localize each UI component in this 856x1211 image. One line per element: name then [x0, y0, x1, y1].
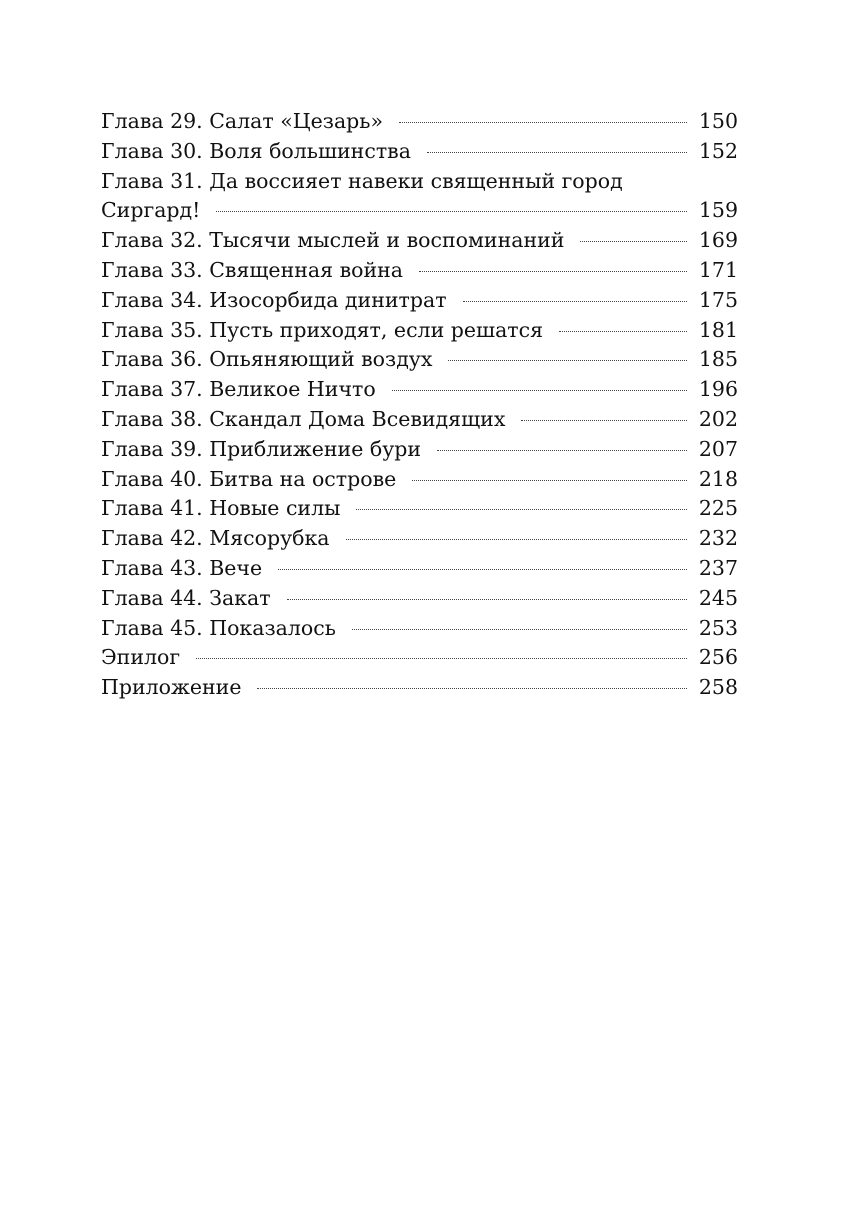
- toc-entry: [101, 107, 738, 137]
- toc-dot-leader: [463, 301, 687, 302]
- toc-dot-leader: [352, 629, 687, 630]
- toc-entry: [101, 286, 738, 316]
- toc-dot-leader: [257, 688, 686, 689]
- toc-dot-leader: [580, 241, 686, 242]
- toc-entry: [101, 465, 738, 495]
- toc-entry-title: Глава 32. Тысячи мыслей и воспоминаний: [101, 228, 565, 253]
- toc-entry-continuation: [101, 196, 738, 226]
- toc-entry-title: Глава 29. Салат «Цезарь»: [101, 109, 384, 133]
- toc-dot-leader: [419, 271, 687, 272]
- toc-entry: [101, 584, 738, 614]
- toc-entry-title: Глава 38. Скандал Дома Всевидящих: [101, 406, 506, 431]
- toc-entry: [101, 137, 738, 167]
- toc-dot-leader: [287, 599, 687, 600]
- toc-dot-leader: [448, 360, 686, 361]
- toc-entry-multiline: [101, 167, 738, 227]
- toc-entry: [101, 375, 738, 405]
- toc-entry-title: Глава 44. Закат: [101, 585, 271, 610]
- toc-entry-page: 256: [698, 645, 738, 670]
- toc-entry: [101, 554, 738, 584]
- toc-dot-leader: [427, 152, 687, 153]
- toc-entry-title: Приложение: [101, 675, 242, 700]
- toc-dot-leader: [521, 420, 686, 421]
- toc-entry-title: Глава 45. Показалось: [101, 615, 336, 640]
- toc-entry: [101, 316, 738, 346]
- toc-entry-title: Глава 39. Приближение бури: [101, 436, 422, 461]
- toc-dot-leader: [278, 569, 687, 570]
- toc-entry-title: Глава 33. Священная война: [101, 257, 403, 282]
- toc-entry: [101, 435, 738, 465]
- toc-entry-page: 152: [698, 138, 738, 163]
- toc-dot-leader: [399, 122, 687, 123]
- toc-dot-leader: [356, 509, 686, 510]
- toc-entry-page: 181: [698, 317, 738, 342]
- toc-entry-page: 159: [698, 198, 738, 223]
- toc-entry-page: 218: [698, 466, 738, 491]
- toc-entry-title: Глава 43. Вече: [101, 555, 263, 580]
- toc-entry-title: Сиргард!: [101, 198, 201, 223]
- toc-entry-page: 169: [698, 228, 738, 253]
- toc-entry-page: 237: [698, 555, 738, 580]
- table-of-contents: [101, 107, 738, 703]
- toc-entry: [101, 405, 738, 435]
- toc-entry: [101, 643, 738, 673]
- toc-entry-title: Эпилог: [101, 645, 181, 670]
- toc-entry-title: Глава 40. Битва на острове: [101, 466, 397, 491]
- toc-entry-title: Глава 36. Опьяняющий воздух: [101, 347, 433, 372]
- toc-entry: [101, 524, 738, 554]
- toc-dot-leader: [392, 390, 687, 391]
- toc-entry: [101, 673, 738, 703]
- toc-entry-title: Глава 35. Пусть приходят, если решатся: [101, 317, 544, 342]
- toc-entry-title: Глава 41. Новые силы: [101, 496, 341, 521]
- toc-entry-title-line1: Глава 31. Да воссияет навеки священный город: [101, 168, 623, 193]
- toc-entry-title: Глава 42. Мясорубка: [101, 526, 330, 551]
- toc-entry-page: 202: [698, 406, 738, 431]
- toc-dot-leader: [216, 211, 686, 212]
- toc-entry-page: 175: [698, 287, 738, 312]
- toc-entry: [101, 256, 738, 286]
- toc-entry: [101, 614, 738, 644]
- toc-entry-title: Глава 34. Изосорбида динитрат: [101, 287, 447, 312]
- toc-dot-leader: [559, 331, 687, 332]
- toc-dot-leader: [196, 658, 687, 659]
- toc-entry-page: 225: [698, 496, 738, 521]
- toc-dot-leader: [412, 480, 687, 481]
- toc-entry-page: 232: [698, 526, 738, 551]
- toc-entry-page: 253: [698, 615, 738, 640]
- toc-dot-leader: [437, 450, 687, 451]
- toc-entry-page: 185: [698, 347, 738, 372]
- toc-entry-title: Глава 30. Воля большинства: [101, 138, 411, 163]
- toc-entry-page: 150: [698, 109, 738, 133]
- toc-entry: [101, 345, 738, 375]
- toc-entry-page: 207: [698, 436, 738, 461]
- toc-entry-title: Глава 37. Великое Ничто: [101, 377, 376, 402]
- toc-entry-page: 245: [698, 585, 738, 610]
- toc-entry-page: 171: [698, 257, 738, 282]
- toc-dot-leader: [346, 539, 687, 540]
- toc-entry-page: 196: [698, 377, 738, 402]
- toc-entry: [101, 226, 738, 256]
- toc-entry: [101, 494, 738, 524]
- toc-entry-page: 258: [698, 675, 738, 700]
